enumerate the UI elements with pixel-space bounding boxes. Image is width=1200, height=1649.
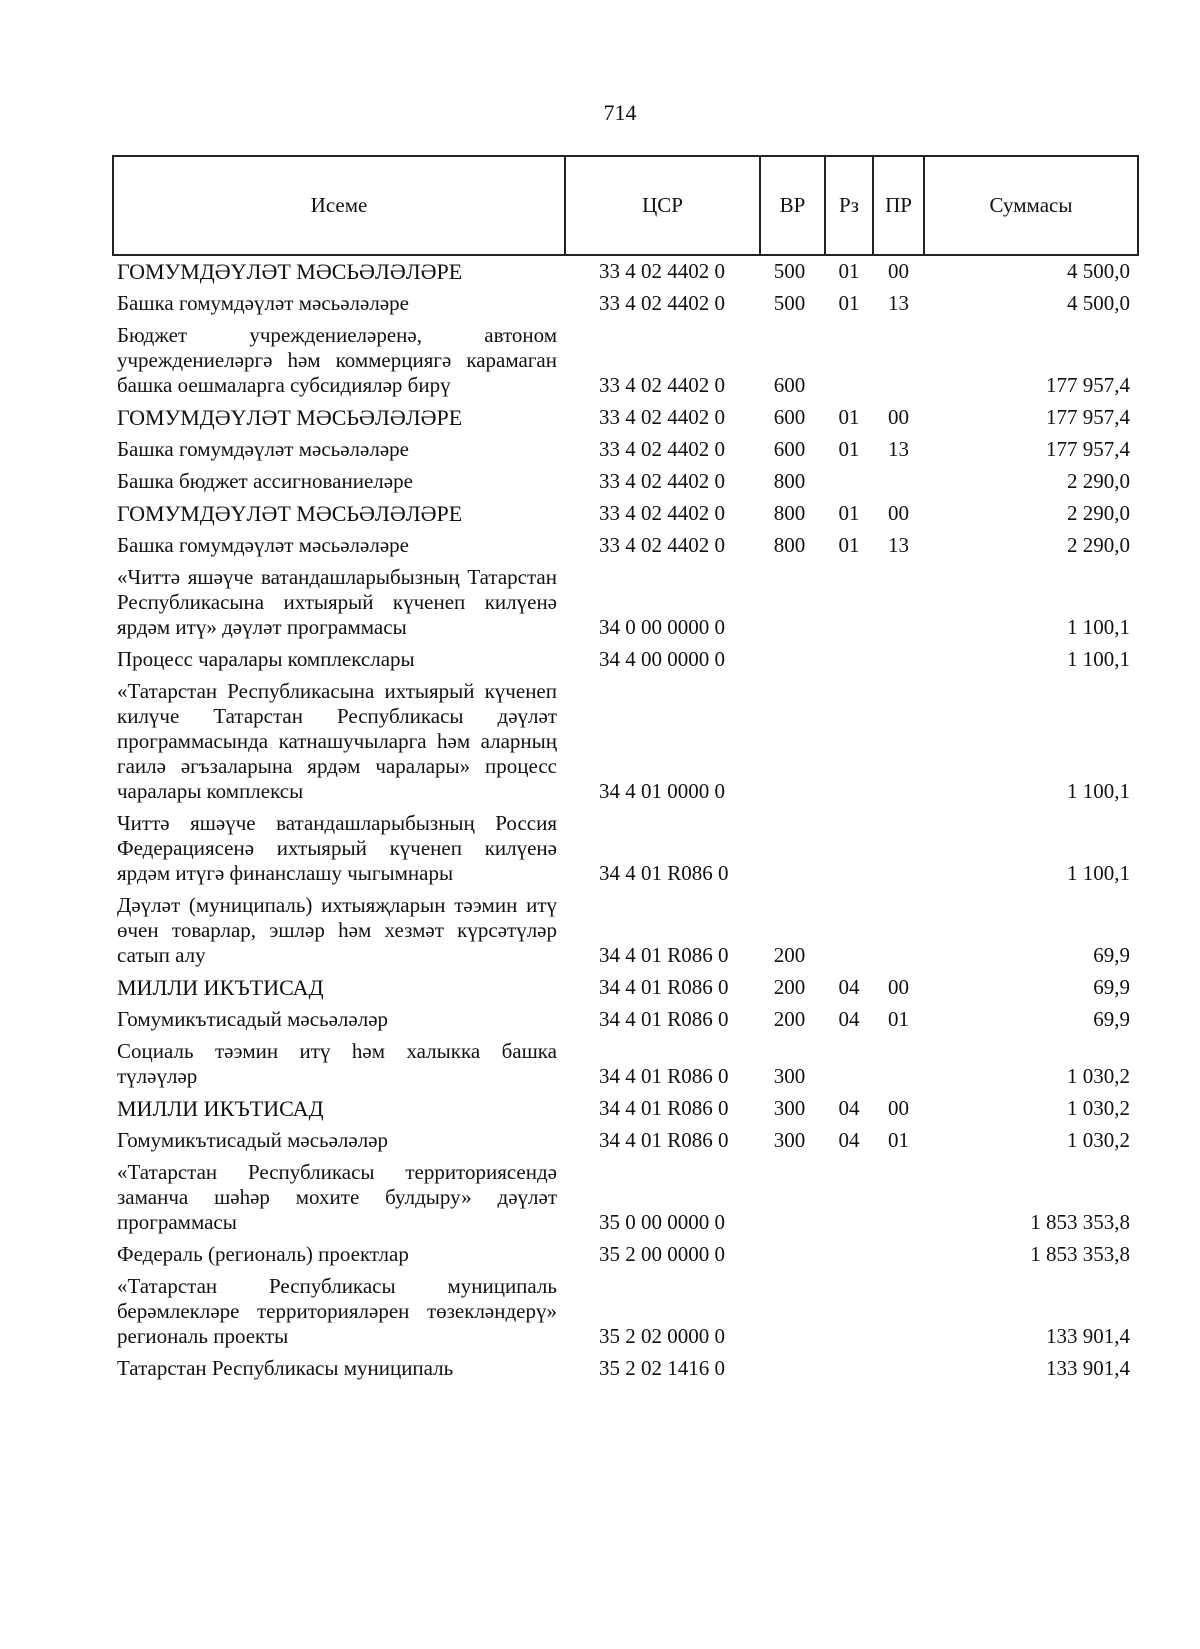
row-name: «Читтә яшәүче ватандашларыбызның Татарстан Республикасына ихтыярый күченеп килүенә ярдәм итү» дәүләт программасы <box>117 565 557 639</box>
row-name: Социаль тәэмин итү һәм халыкка башка түләүләр <box>117 1039 557 1088</box>
row-rz: 01 <box>838 259 860 283</box>
row-sum: 1 853 353,8 <box>1030 1242 1130 1266</box>
row-sum: 1 100,1 <box>1067 647 1130 671</box>
row-vr: 200 <box>773 943 806 967</box>
row-csr: 33 4 02 4402 0 <box>599 437 725 461</box>
row-name: Башка гомумдәүләт мәсьәләләре <box>117 291 409 315</box>
row-sum: 1 853 353,8 <box>1030 1210 1130 1234</box>
row-name: Бюджет учреждениеләренә, автоном учреждениеләргә һәм коммерциягә карамаган башка оешмаларга субсидияләр бирү <box>117 323 557 397</box>
row-csr: 33 4 02 4402 0 <box>599 469 725 493</box>
row-rz: 04 <box>838 975 860 999</box>
row-vr <box>760 1239 825 1271</box>
row-csr: 35 0 00 0000 0 <box>599 1210 725 1234</box>
row-rz: 01 <box>838 501 860 525</box>
row-vr: 200 <box>773 975 806 999</box>
row-name: Читтә яшәүче ватандашларыбызның Россия Федерациясенә ихтыярый күченеп килүенә ярдәм итүгә финанслашу чыгымнары <box>117 811 557 885</box>
header-vr: ВР <box>760 156 825 255</box>
row-csr: 33 4 02 4402 0 <box>599 291 725 315</box>
row-pr <box>873 676 924 808</box>
row-sum: 1 100,1 <box>1067 779 1130 803</box>
header-name: Исеме <box>113 156 565 255</box>
row-pr <box>873 466 924 498</box>
row-name: Татарстан Республикасы муниципаль <box>117 1356 454 1380</box>
row-sum: 177 957,4 <box>1046 405 1130 429</box>
row-pr <box>873 562 924 644</box>
row-vr: 800 <box>773 501 806 525</box>
header-rz: Рз <box>825 156 873 255</box>
table-header-row <box>113 156 1138 255</box>
row-csr: 35 2 02 0000 0 <box>599 1324 725 1348</box>
row-rz <box>825 676 873 808</box>
row-sum: 1 030,2 <box>1067 1128 1130 1152</box>
row-pr: 00 <box>888 405 909 429</box>
table-row <box>113 466 1138 498</box>
row-sum: 2 290,0 <box>1067 501 1130 525</box>
row-name: Процесс чаралары комплекслары <box>117 647 415 671</box>
row-rz <box>825 644 873 676</box>
row-rz: 04 <box>838 1128 860 1152</box>
row-name: Гомумикътисадый мәсьәләләр <box>117 1007 389 1031</box>
header-pr: ПР <box>873 156 924 255</box>
row-csr: 33 4 02 4402 0 <box>599 373 725 397</box>
row-pr <box>873 320 924 402</box>
row-csr: 34 4 01 R086 0 <box>599 861 729 885</box>
row-rz <box>825 562 873 644</box>
row-vr <box>760 644 825 676</box>
row-rz <box>825 1239 873 1271</box>
row-csr: 33 4 02 4402 0 <box>599 533 725 557</box>
row-rz: 04 <box>838 1007 860 1031</box>
table-row <box>113 1004 1138 1036</box>
row-rz: 04 <box>838 1096 860 1120</box>
table-row <box>113 288 1138 320</box>
row-vr: 600 <box>773 405 806 429</box>
row-sum: 4 500,0 <box>1067 259 1130 283</box>
row-pr <box>873 1271 924 1353</box>
table-row <box>113 1093 1138 1125</box>
table-row <box>113 255 1138 288</box>
row-rz <box>825 466 873 498</box>
row-csr: 34 0 00 0000 0 <box>599 615 725 639</box>
table-row <box>113 1271 1138 1353</box>
row-name: Гомумикътисадый мәсьәләләр <box>117 1128 389 1152</box>
table-row <box>113 676 1138 808</box>
row-csr: 34 4 01 R086 0 <box>599 943 729 967</box>
row-rz <box>825 1157 873 1239</box>
row-csr: 35 2 02 1416 0 <box>599 1356 725 1380</box>
table-row <box>113 808 1138 890</box>
row-csr: 34 4 01 R086 0 <box>599 1007 729 1031</box>
row-sum: 2 290,0 <box>1067 469 1130 493</box>
row-csr: 34 4 01 R086 0 <box>599 1064 729 1088</box>
row-pr <box>873 1353 924 1385</box>
row-name: МИЛЛИ ИКЪТИСАД <box>117 975 324 1000</box>
row-sum: 4 500,0 <box>1067 291 1130 315</box>
row-name: «Татарстан Республикасына ихтыярый күченеп килүче Татарстан Республикасы дәүләт программасында катнашучыларга һәм аларның гаилә әгъзаларына ярдәм чаралары» процесс чаралары комплексы <box>117 679 557 803</box>
row-rz: 01 <box>838 533 860 557</box>
table-row <box>113 1353 1138 1385</box>
row-vr: 300 <box>773 1128 806 1152</box>
row-name: Башка гомумдәүләт мәсьәләләре <box>117 437 409 461</box>
row-vr <box>760 676 825 808</box>
table-row <box>113 562 1138 644</box>
row-csr: 33 4 02 4402 0 <box>599 405 725 429</box>
row-vr: 300 <box>773 1096 806 1120</box>
row-sum: 133 901,4 <box>1046 1356 1130 1380</box>
row-name: ГОМУМДӘҮЛӘТ МӘСЬӘЛӘЛӘРЕ <box>117 405 463 430</box>
row-rz <box>825 320 873 402</box>
row-name: Федераль (региональ) проектлар <box>117 1242 409 1266</box>
row-vr: 800 <box>773 533 806 557</box>
row-vr <box>760 1271 825 1353</box>
row-vr <box>760 1157 825 1239</box>
row-rz <box>825 1271 873 1353</box>
row-pr <box>873 1239 924 1271</box>
row-vr <box>760 1353 825 1385</box>
table-row <box>113 890 1138 972</box>
row-name: Башка бюджет ассигнованиеләре <box>117 469 413 493</box>
row-pr <box>873 890 924 972</box>
table-row <box>113 1239 1138 1271</box>
row-pr: 00 <box>888 975 909 999</box>
row-pr <box>873 808 924 890</box>
table-row <box>113 1125 1138 1157</box>
row-name: ГОМУМДӘҮЛӘТ МӘСЬӘЛӘЛӘРЕ <box>117 259 463 284</box>
row-pr: 13 <box>888 437 909 461</box>
row-csr: 34 4 01 R086 0 <box>599 975 729 999</box>
row-pr: 13 <box>888 533 909 557</box>
row-pr: 00 <box>888 1096 909 1120</box>
row-pr: 00 <box>888 501 909 525</box>
row-name: «Татарстан Республикасы территориясендә заманча шәһәр мохите булдыру» дәүләт программасы <box>117 1160 557 1234</box>
table-row <box>113 1157 1138 1239</box>
row-rz: 01 <box>838 291 860 315</box>
row-vr <box>760 808 825 890</box>
row-sum: 177 957,4 <box>1046 373 1130 397</box>
row-pr: 01 <box>888 1007 909 1031</box>
row-pr: 00 <box>888 259 909 283</box>
row-sum: 1 030,2 <box>1067 1096 1130 1120</box>
row-sum: 69,9 <box>1093 1007 1130 1031</box>
table-row <box>113 320 1138 402</box>
row-vr: 500 <box>773 259 806 283</box>
row-csr: 35 2 00 0000 0 <box>599 1242 725 1266</box>
row-csr: 34 4 01 R086 0 <box>599 1128 729 1152</box>
header-csr: ЦСР <box>565 156 760 255</box>
table-row <box>113 402 1138 434</box>
table-row <box>113 530 1138 562</box>
table-row <box>113 644 1138 676</box>
row-sum: 133 901,4 <box>1046 1324 1130 1348</box>
row-vr: 500 <box>773 291 806 315</box>
budget-table <box>112 155 1139 1385</box>
row-name: ГОМУМДӘҮЛӘТ МӘСЬӘЛӘЛӘРЕ <box>117 501 463 526</box>
row-csr: 34 4 01 R086 0 <box>599 1096 729 1120</box>
row-pr: 13 <box>888 291 909 315</box>
row-vr <box>760 562 825 644</box>
table-row <box>113 434 1138 466</box>
row-csr: 33 4 02 4402 0 <box>599 501 725 525</box>
row-sum: 1 100,1 <box>1067 861 1130 885</box>
table-row <box>113 972 1138 1004</box>
row-vr: 800 <box>773 469 806 493</box>
header-sum: Суммасы <box>924 156 1138 255</box>
row-rz <box>825 808 873 890</box>
row-csr: 33 4 02 4402 0 <box>599 259 725 283</box>
row-pr <box>873 1157 924 1239</box>
row-pr <box>873 644 924 676</box>
row-vr: 600 <box>773 373 806 397</box>
row-csr: 34 4 01 0000 0 <box>599 779 725 803</box>
row-rz: 01 <box>838 405 860 429</box>
row-name: «Татарстан Республикасы муниципаль берәмлекләре территорияләрен төзекләндерү» региональ проекты <box>117 1274 557 1348</box>
row-name: Башка гомумдәүләт мәсьәләләре <box>117 533 409 557</box>
row-vr: 600 <box>773 437 806 461</box>
row-vr: 300 <box>773 1064 806 1088</box>
row-rz <box>825 890 873 972</box>
table-row <box>113 1036 1138 1093</box>
row-rz <box>825 1036 873 1093</box>
row-name: МИЛЛИ ИКЪТИСАД <box>117 1096 324 1121</box>
row-sum: 177 957,4 <box>1046 437 1130 461</box>
row-pr: 01 <box>888 1128 909 1152</box>
table-row <box>113 498 1138 530</box>
row-sum: 1 030,2 <box>1067 1064 1130 1088</box>
row-rz: 01 <box>838 437 860 461</box>
row-rz <box>825 1353 873 1385</box>
row-vr: 200 <box>773 1007 806 1031</box>
page-number: 714 <box>603 100 637 125</box>
row-sum: 69,9 <box>1093 975 1130 999</box>
row-csr: 34 4 00 0000 0 <box>599 647 725 671</box>
row-sum: 1 100,1 <box>1067 615 1130 639</box>
row-name: Дәүләт (муниципаль) ихтыяҗларын тәэмин итү өчен товарлар, эшләр һәм хезмәт күрсәтүләр сатып алу <box>117 893 557 967</box>
row-sum: 69,9 <box>1093 943 1130 967</box>
row-pr <box>873 1036 924 1093</box>
row-sum: 2 290,0 <box>1067 533 1130 557</box>
